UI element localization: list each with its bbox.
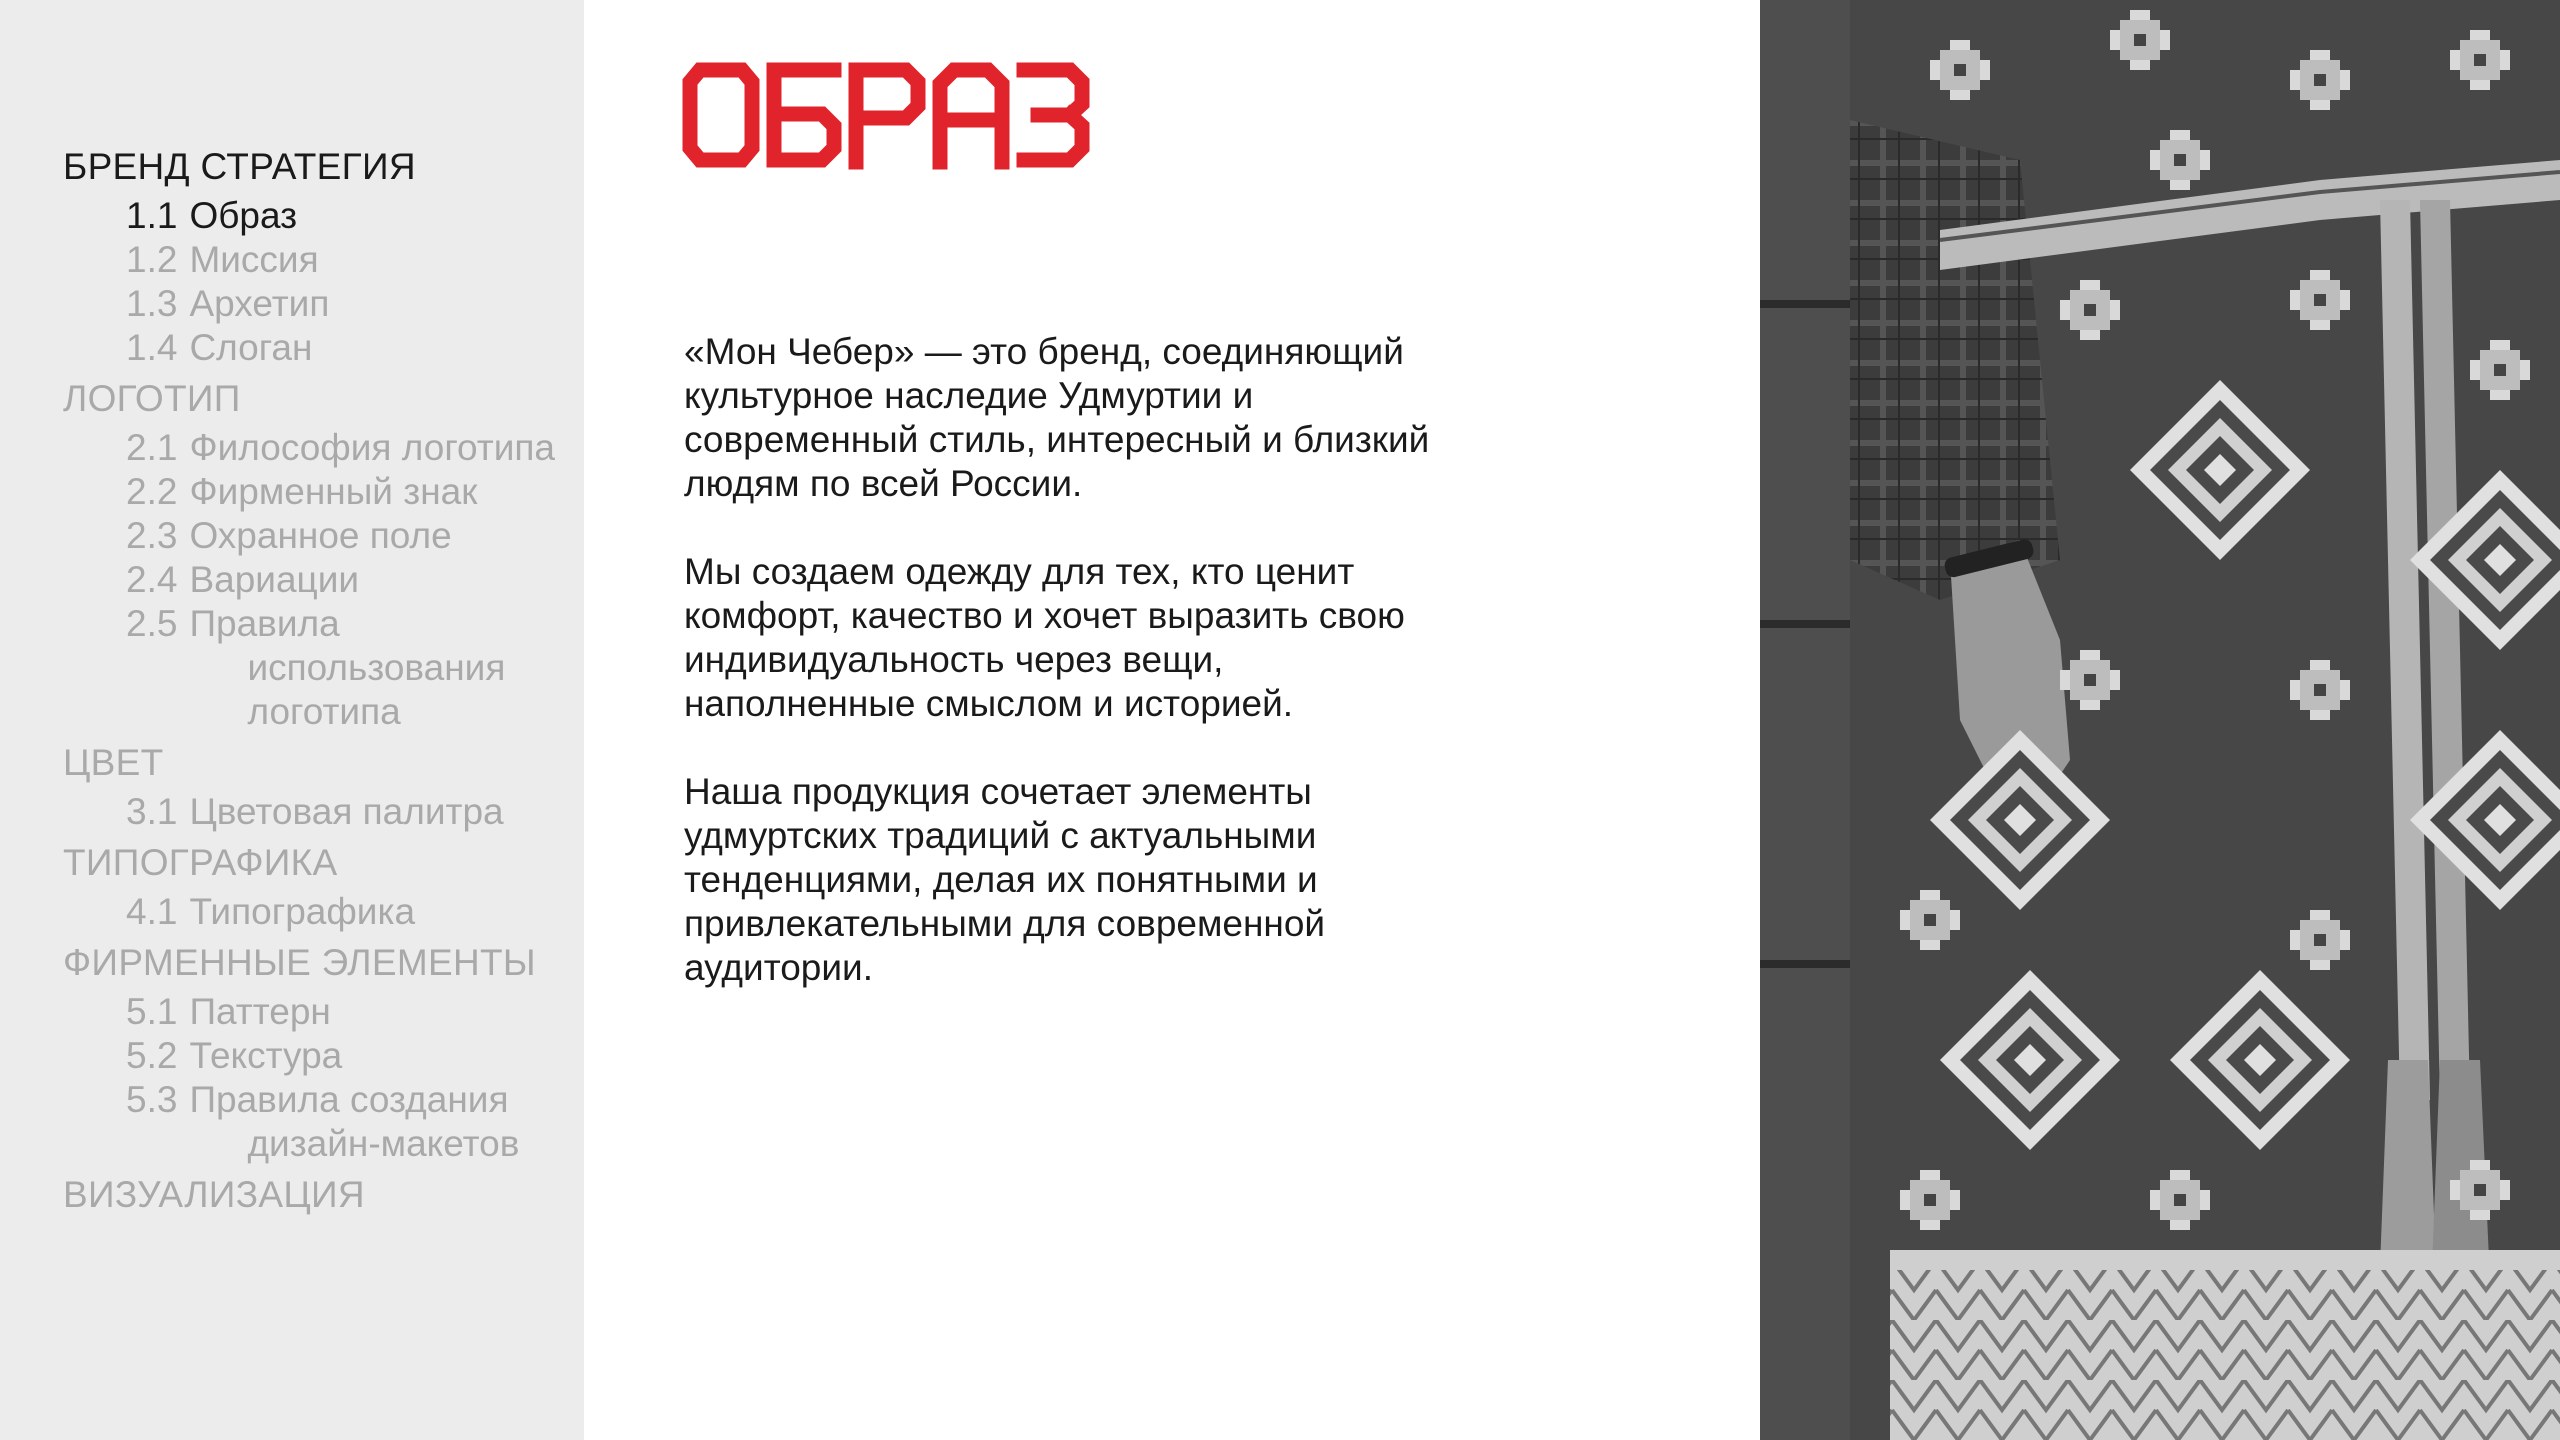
toc-section-title[interactable]: БРЕНД СТРАТЕГИЯ — [63, 146, 416, 187]
toc-item-label-line: Философия логотипа — [189, 427, 555, 468]
toc-item[interactable] — [63, 514, 573, 558]
toc-item-label — [189, 990, 330, 1034]
toc-item-label — [189, 194, 297, 238]
toc-item-number: 1.2 — [126, 239, 178, 280]
toc-item-label-line: Образ — [189, 195, 298, 236]
toc-item-label-line: Вариации — [189, 559, 360, 600]
toc-item-number: 2.5 — [126, 603, 178, 644]
body-line: аудитории. — [684, 947, 873, 988]
toc-item[interactable] — [63, 558, 573, 602]
toc-item-number: 2.1 — [126, 427, 178, 468]
body-line: Мы создаем одежду для тех, кто ценит — [684, 551, 1355, 592]
toc-item-label — [189, 602, 519, 734]
toc-item-label — [189, 470, 477, 514]
toc-item[interactable] — [63, 890, 573, 934]
toc-section-title[interactable]: ТИПОГРАФИКА — [63, 842, 338, 883]
toc-item[interactable] — [63, 238, 573, 282]
toc-item-number: 1.3 — [126, 283, 178, 324]
toc-item-label-line: дизайн-макетов — [247, 1123, 520, 1164]
toc-section-group — [63, 836, 573, 934]
toc-section-group — [63, 372, 573, 734]
toc-section-group — [63, 140, 573, 370]
toc-item-number: 1.4 — [126, 327, 178, 368]
toc-item-label — [189, 514, 451, 558]
toc-item-number: 2.4 — [126, 559, 178, 600]
toc-item-label — [189, 1034, 342, 1078]
body-line: культурное наследие Удмуртии и — [684, 375, 1254, 416]
body-paragraph — [684, 330, 1504, 506]
body-line: современный стиль, интересный и близкий — [684, 419, 1430, 460]
toc-item-label-line: Паттерн — [189, 991, 331, 1032]
toc-item-number: 5.2 — [126, 1035, 178, 1076]
toc-item[interactable] — [63, 990, 573, 1034]
toc-item[interactable] — [63, 326, 573, 370]
toc-item-label-line: Архетип — [189, 283, 330, 324]
toc-item[interactable] — [63, 602, 573, 734]
toc-item-number: 4.1 — [126, 891, 178, 932]
body-line: удмуртских традиций с актуальными — [684, 815, 1317, 856]
body-text — [684, 330, 1504, 1034]
toc-item-label — [189, 890, 415, 934]
toc-item-label — [189, 238, 318, 282]
page-title-lettering — [682, 60, 1102, 170]
toc-item-number: 2.3 — [126, 515, 178, 556]
toc-item-number: 2.2 — [126, 471, 178, 512]
toc-item[interactable] — [63, 790, 573, 834]
toc-item[interactable] — [63, 426, 573, 470]
toc-item[interactable] — [63, 194, 573, 238]
traditional-udmurt-costume-photo-icon — [1760, 0, 2560, 1440]
toc-section-title[interactable]: ЛОГОТИП — [63, 378, 241, 419]
body-line: наполненные смыслом и историей. — [684, 683, 1294, 724]
toc-section-group — [63, 936, 573, 1166]
toc-item-label-line: использования — [247, 647, 506, 688]
toc-item[interactable] — [63, 1034, 573, 1078]
toc-item-number: 5.1 — [126, 991, 178, 1032]
toc-item-label — [189, 790, 503, 834]
page-title — [682, 60, 1102, 170]
toc-item-label-line: Слоган — [189, 327, 313, 368]
toc-item-label-line: логотипа — [247, 691, 401, 732]
sidebar — [0, 0, 584, 1440]
toc-section-title[interactable]: ВИЗУАЛИЗАЦИЯ — [63, 1174, 365, 1215]
toc-section-group — [63, 1168, 573, 1222]
toc-item-label-line: Правила создания — [189, 1079, 509, 1120]
body-line: комфорт, качество и хочет выразить свою — [684, 595, 1405, 636]
body-line: индивидуальность через вещи, — [684, 639, 1224, 680]
toc-item-label-line: Правила — [189, 603, 340, 644]
toc-item-number: 3.1 — [126, 791, 178, 832]
toc-item-label-line: Фирменный знак — [189, 471, 478, 512]
body-paragraph — [684, 770, 1504, 990]
toc-item-label-line: Цветовая палитра — [189, 791, 504, 832]
body-line: Наша продукция сочетает элементы — [684, 771, 1312, 812]
toc-item-number: 5.3 — [126, 1079, 178, 1120]
body-line: привлекательными для современной — [684, 903, 1326, 944]
toc-item[interactable] — [63, 470, 573, 514]
toc-item-label — [189, 558, 359, 602]
toc-item-label — [189, 426, 555, 470]
body-paragraph — [684, 550, 1504, 726]
toc-item-label — [189, 282, 329, 326]
toc-item-number: 1.1 — [126, 195, 178, 236]
toc-section-title[interactable]: ФИРМЕННЫЕ ЭЛЕМЕНТЫ — [63, 942, 536, 983]
toc-item-label-line: Охранное поле — [189, 515, 452, 556]
body-line: тенденциями, делая их понятными и — [684, 859, 1318, 900]
costume-photo — [1760, 0, 2560, 1440]
toc-section-title[interactable]: ЦВЕТ — [63, 742, 164, 783]
body-line: людям по всей России. — [684, 463, 1083, 504]
toc-item[interactable] — [63, 1078, 573, 1166]
toc-item-label-line: Текстура — [189, 1035, 343, 1076]
toc-item-label-line: Типографика — [189, 891, 416, 932]
toc-section-group — [63, 736, 573, 834]
table-of-contents — [63, 140, 573, 1224]
body-line: «Мон Чебер» — это бренд, соединяющий — [684, 331, 1404, 372]
toc-item-label — [189, 326, 312, 370]
toc-item-label-line: Миссия — [189, 239, 319, 280]
toc-item-label — [189, 1078, 519, 1166]
toc-item[interactable] — [63, 282, 573, 326]
